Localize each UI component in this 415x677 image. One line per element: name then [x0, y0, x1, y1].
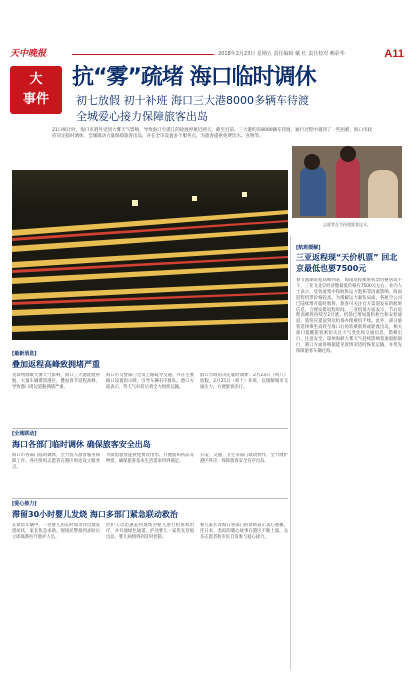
main-headline: 抗“雾”疏堵 海口临时调休: [72, 65, 316, 90]
article-column: 海口市各部门临时调休，全力投入旅客服务保障工作。各区组织志愿者在港区周边设立服务点。: [12, 453, 100, 470]
main-photo: [12, 170, 288, 340]
section-divider: [12, 428, 288, 429]
photo-person-1: [300, 166, 326, 216]
article-block-1: [12, 350, 288, 426]
sidebar-tag: [航班缓解]: [296, 245, 321, 251]
photo-person-1-head: [304, 154, 320, 170]
traffic-lights-illustration: [12, 170, 288, 340]
page-number: A11: [384, 48, 404, 60]
article-title: 海口各部门临时调休 确保旅客安全出岛: [12, 440, 151, 449]
article-column: 医护人员迅速赶到现场为婴儿进行检查和治疗，并开通绿色通道，护送婴儿一家优先登船出岛，婴儿病情得到及时控制。: [106, 523, 194, 540]
article-title: 叠加返程高峰致拥堵严重: [12, 360, 100, 369]
side-photo-caption: 志愿者在为待渡旅客送水。: [323, 222, 371, 227]
newspaper-brand: 天中晚报: [10, 49, 47, 59]
article-block-2: [12, 430, 288, 496]
subheadline-2: 全城爱心接力保障旅客出岛: [76, 110, 208, 123]
lede-paragraph: 21日统计时，海口市港外受到大雾天气影响，导致海口至湛江的轮渡停航近两天。截至目前，三大港约有8000辆车待渡，通行过程中遇到了一些困难。海口市政府决定临时调休，全城调动力量保障旅客出岛，并在全市设置多个服务点，为旅客提供免费饮水、食物等。: [52, 128, 372, 139]
header-meta: 2018年2月23日 星期五 责任编辑 戴 红 责任校对 赖彩华: [218, 51, 345, 57]
article-column: 海口市交警部门全员上路疏导交通，并在主要路口设置指示牌，引导车辆有序排队。港口方面表示，待天气好转后将全力组织运输。: [106, 373, 194, 390]
header-divider: [72, 54, 214, 55]
article-column: 海口市政府决定临时调休：2月23日（初八）放假，2月25日（初十）补班，以缓解城市交通压力，方便旅客出行。: [200, 373, 288, 390]
article-tag: [爱心接力]: [12, 501, 37, 507]
side-photo: [292, 146, 402, 218]
subheadline-1: 初七放假 初十补班 海口三大港8000多辆车待渡: [76, 94, 309, 107]
photo-person-2-head: [340, 146, 356, 162]
article-column: 公安、交通、卫生等部门联动协作，全力维护港区秩序，保障旅客安全有序出岛。: [200, 453, 288, 464]
article-tag: [最新消息]: [12, 351, 37, 357]
sidebar-body: 春节假期返程高峰到来，海南返程航班机票价格居高不下，三亚飞北京经济舱最低价格在7500元左右。业内人士表示，受客流集中和航班运力饱和等因素影响，海南返程机票价格较高。为缓解运力紧张局面，各航空公司已陆续增开临时航班，旅客可关注官方渠道发布的航班信息，合理安排返程时间。三亚机场方面表示，节后返程高峰将持续至2月底，机场已增加值机柜台和安检通道，旅客应提前到达机场办理乘机手续。此外，部分旅客选择乘坐高铁至海口后再转乘航班或轮渡出岛，相关部门提醒旅客密切关注天气变化和交通信息，错峰出行，注意安全。琼州海峡大雾天气持续影响客滚船舶航行，港口方面将根据能见度情况适时恢复运输，并优先保障旅客车辆过海。: [296, 278, 402, 354]
article-tag: [全城联动]: [12, 431, 37, 437]
article-column: 在滞留车辆中，一名婴儿因长时间等待出现发烧症状，家长焦急求助。现场民警接到求助后立即联系医疗救护人员。: [12, 523, 100, 540]
section-label-line2: 事件: [22, 92, 49, 107]
photo-person-2: [336, 156, 360, 218]
photo-person-3: [368, 170, 398, 218]
section-label-line1: 大: [29, 72, 43, 87]
section-label: [10, 66, 62, 114]
section-divider: [12, 498, 288, 499]
article-column: 受琼州海峡大雾天气影响，海口三大港轮渡停航，大量车辆滞留港区，叠加春节返程高峰，导致港口周边道路拥堵严重。: [12, 373, 100, 390]
article-title: 滞留30小时婴儿发烧 海口多部门紧急联动救治: [12, 510, 178, 519]
article-column: 婴儿家长对海口各部门的帮助表示衷心感谢。连日来，类似的暖心故事在港区不断上演，众多志愿者和市民自发参与爱心接力。: [200, 523, 288, 540]
article-column: 为滞留旅客提供免费饮用水、方便面和药品等物资，确保旅客基本生活需求得到满足。: [106, 453, 194, 464]
sidebar-title: 三亚返程现“天价机票” 回北京最低也要7500元: [296, 253, 398, 273]
article-block-3: [12, 500, 288, 670]
column-divider: [290, 236, 291, 670]
